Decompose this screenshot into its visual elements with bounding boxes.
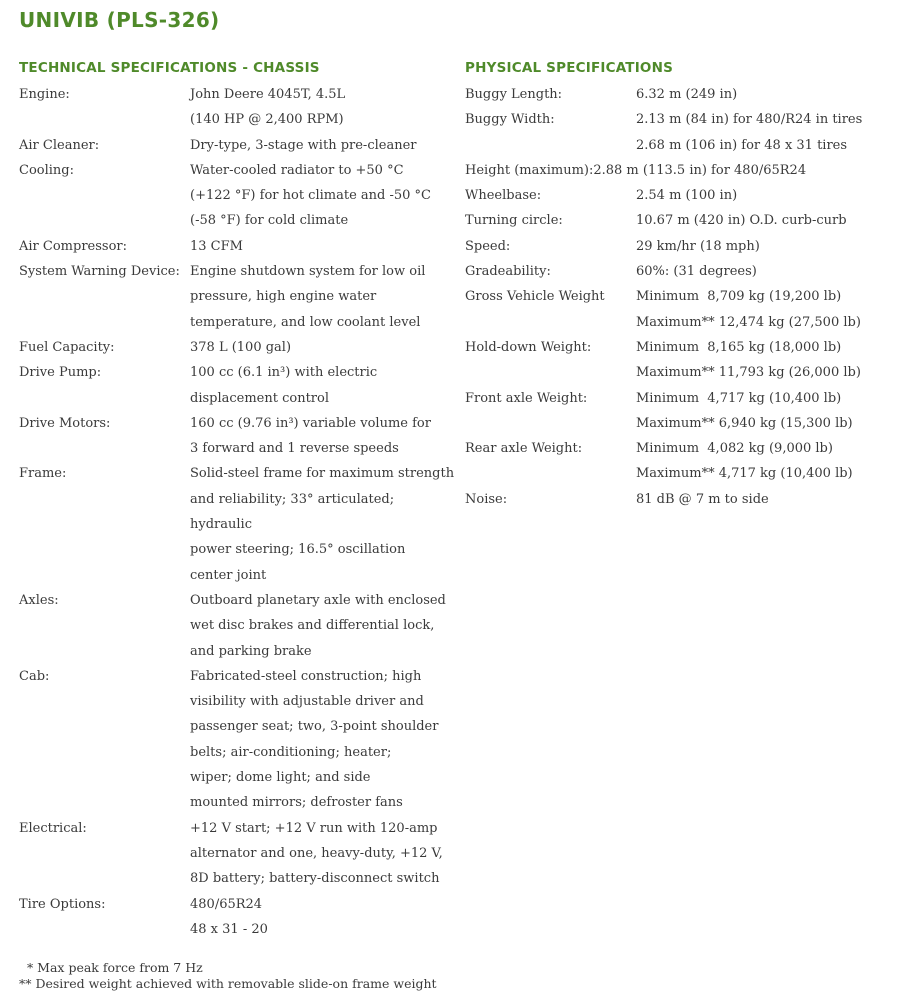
- chassis-spec-row: [19, 335, 439, 360]
- spec-values: [636, 82, 885, 107]
- spec-value-line: 2.88 m (113.5 in) for 480/65R24: [593, 162, 807, 178]
- spec-value-line: Solid-steel frame for maximum strength: [190, 466, 455, 482]
- spec-value-line: (+122 °F) for hot climate and -50 °C: [190, 188, 431, 204]
- spec-value-line: hydraulic: [190, 517, 252, 533]
- spec-value-line: 29 km/hr (18 mph): [636, 238, 760, 254]
- spec-values: [636, 208, 885, 233]
- spec-value-line: Maximum** 6,940 kg (15,300 lb): [636, 415, 853, 431]
- page-title: UNIVIB (PLS-326): [19, 8, 220, 32]
- spec-label: Drive Pump:: [19, 365, 102, 381]
- spec-value-line: (-58 °F) for cold climate: [190, 213, 349, 229]
- physical-spec-row: [465, 158, 885, 183]
- spec-label: Tire Options:: [19, 896, 106, 912]
- spec-value-line: 13 CFM: [190, 238, 243, 254]
- physical-spec-row: [465, 436, 885, 487]
- spec-values: [190, 816, 443, 892]
- chassis-spec-row: [19, 133, 439, 158]
- spec-value-line: Outboard planetary axle with enclosed: [190, 592, 446, 608]
- spec-value-line: alternator and one, heavy-duty, +12 V,: [190, 845, 443, 861]
- spec-label: Frame:: [19, 466, 67, 482]
- spec-value-line: 2.13 m (84 in) for 480/R24 in tires: [636, 112, 863, 128]
- spec-label: Front axle Weight:: [465, 390, 588, 406]
- spec-label: Cab:: [19, 668, 50, 684]
- spec-value-line: 6.32 m (249 in): [636, 87, 738, 102]
- spec-values: [190, 82, 439, 133]
- spec-value-line: Minimum 8,709 kg (19,200 lb): [636, 289, 842, 305]
- spec-values: [636, 335, 885, 386]
- spec-values: [190, 335, 439, 360]
- chassis-spec-row: [19, 588, 446, 664]
- physical-spec-row: [465, 284, 885, 335]
- spec-label: Drive Motors:: [19, 415, 111, 431]
- chassis-spec-row: [19, 360, 439, 411]
- chassis-spec-row: [19, 816, 443, 892]
- spec-value-line: 480/65R24: [190, 896, 263, 912]
- spec-label: Air Cleaner:: [19, 137, 100, 153]
- spec-label: Wheelbase:: [465, 188, 542, 204]
- physical-spec-row: [465, 335, 885, 386]
- spec-value-line: Fabricated-steel construction; high: [190, 668, 422, 684]
- spec-label: Axles:: [19, 592, 59, 608]
- spec-value-line: and reliability; 33° articulated;: [190, 491, 395, 507]
- spec-value-line: 100 cc (6.1 in³) with electric: [190, 365, 378, 381]
- chassis-spec-row: [19, 259, 439, 335]
- chassis-spec-list: [19, 82, 455, 942]
- spec-values: [190, 133, 439, 158]
- footnotes: [19, 960, 437, 992]
- footnote-peak-force: * Max peak force from 7 Hz: [19, 960, 203, 975]
- spec-value-line: Minimum 4,717 kg (10,400 lb): [636, 390, 842, 406]
- chassis-spec-row: [19, 82, 439, 133]
- spec-value-line: John Deere 4045T, 4.5L: [190, 87, 346, 102]
- spec-values: [190, 411, 439, 462]
- spec-label: Electrical:: [19, 820, 87, 836]
- physical-spec-row: [465, 82, 885, 107]
- spec-value-line: 81 dB @ 7 m to side: [636, 491, 769, 507]
- spec-values: [190, 234, 439, 259]
- spec-values: [190, 588, 446, 664]
- spec-label: Hold-down Weight:: [465, 339, 592, 355]
- spec-value-line: 8D battery; battery-disconnect switch: [190, 871, 440, 887]
- physical-spec-row: [465, 487, 885, 512]
- spec-value-line: 2.54 m (100 in): [636, 188, 738, 204]
- spec-label: Gradeability:: [465, 264, 551, 280]
- spec-values: [636, 234, 885, 259]
- spec-values: [593, 158, 885, 183]
- chassis-heading: TECHNICAL SPECIFICATIONS - CHASSIS: [19, 60, 320, 76]
- spec-value-line: Maximum** 11,793 kg (26,000 lb): [636, 365, 861, 381]
- spec-label: Gross Vehicle Weight: [465, 289, 605, 305]
- spec-value-line: center joint: [190, 567, 267, 583]
- spec-value-line: 160 cc (9.76 in³) variable volume for: [190, 415, 431, 431]
- physical-spec-row: [465, 234, 885, 259]
- spec-value-line: 378 L (100 gal): [190, 339, 292, 355]
- spec-values: [190, 360, 439, 411]
- spec-values: [190, 158, 439, 234]
- spec-label: Turning circle:: [465, 213, 563, 229]
- spec-value-line: Minimum 8,165 kg (18,000 lb): [636, 339, 842, 355]
- spec-value-line: pressure, high engine water: [190, 289, 377, 305]
- spec-value-line: Maximum** 12,474 kg (27,500 lb): [636, 314, 861, 330]
- spec-value-line: mounted mirrors; defroster fans: [190, 795, 403, 811]
- spec-label: System Warning Device:: [19, 264, 180, 280]
- spec-value-line: +12 V start; +12 V run with 120-amp: [190, 820, 438, 836]
- chassis-spec-row: [19, 664, 439, 816]
- physical-spec-row: [465, 107, 885, 158]
- spec-values: [636, 284, 885, 335]
- spec-value-line: Water-cooled radiator to +50 °C: [190, 162, 404, 178]
- chassis-spec-row: [19, 158, 439, 234]
- spec-label: Noise:: [465, 491, 508, 507]
- spec-label: Speed:: [465, 238, 511, 254]
- chassis-spec-row: [19, 234, 439, 259]
- spec-values: [636, 259, 885, 284]
- spec-values: [636, 386, 885, 437]
- spec-label: Air Compressor:: [19, 238, 127, 254]
- spec-value-line: wiper; dome light; and side: [190, 770, 371, 786]
- spec-label: Buggy Length:: [465, 87, 563, 102]
- spec-value-line: visibility with adjustable driver and: [190, 694, 424, 710]
- physical-spec-row: [465, 386, 885, 437]
- chassis-spec-row: [19, 892, 439, 943]
- footnote-desired-weight: ** Desired weight achieved with removable slide-on frame weight: [19, 976, 437, 991]
- spec-values: [636, 436, 885, 487]
- spec-label: Engine:: [19, 87, 70, 102]
- spec-value-line: passenger seat; two, 3-point shoulder: [190, 719, 439, 735]
- chassis-spec-row: [19, 411, 439, 462]
- spec-value-line: 60%: (31 degrees): [636, 264, 757, 280]
- spec-value-line: power steering; 16.5° oscillation: [190, 542, 406, 558]
- spec-value-line: 10.67 m (420 in) O.D. curb-curb: [636, 213, 847, 229]
- spec-value-line: Engine shutdown system for low oil: [190, 264, 426, 280]
- spec-label: Buggy Width:: [465, 112, 555, 128]
- physical-spec-row: [465, 208, 885, 233]
- physical-spec-row: [465, 183, 885, 208]
- spec-value-line: and parking brake: [190, 643, 312, 659]
- spec-label: Fuel Capacity:: [19, 339, 115, 355]
- spec-values: [636, 487, 885, 512]
- spec-label: Height (maximum):: [465, 162, 594, 178]
- spec-values: [190, 259, 439, 335]
- spec-value-line: 3 forward and 1 reverse speeds: [190, 441, 399, 457]
- spec-label: Cooling:: [19, 162, 74, 178]
- spec-values: [190, 664, 439, 816]
- physical-spec-list: [465, 82, 885, 512]
- spec-label: Rear axle Weight:: [465, 441, 583, 457]
- spec-value-line: belts; air-conditioning; heater;: [190, 744, 392, 760]
- spec-value-line: wet disc brakes and differential lock,: [190, 618, 435, 634]
- spec-values: [190, 892, 439, 943]
- spec-value-line: Dry-type, 3-stage with pre-cleaner: [190, 137, 417, 153]
- spec-value-line: (140 HP @ 2,400 RPM): [190, 112, 344, 128]
- spec-value-line: Maximum** 4,717 kg (10,400 lb): [636, 466, 853, 482]
- spec-values: [636, 183, 885, 208]
- spec-value-line: Minimum 4,082 kg (9,000 lb): [636, 441, 833, 457]
- physical-heading: PHYSICAL SPECIFICATIONS: [465, 60, 674, 76]
- spec-value-line: displacement control: [190, 390, 330, 406]
- spec-value-line: 2.68 m (106 in) for 48 x 31 tires: [636, 137, 848, 153]
- spec-values: [190, 461, 454, 587]
- spec-value-line: temperature, and low coolant level: [190, 314, 421, 330]
- spec-value-line: 48 x 31 - 20: [190, 921, 268, 937]
- spec-values: [636, 107, 885, 158]
- chassis-spec-row: [19, 461, 455, 587]
- physical-spec-row: [465, 259, 885, 284]
